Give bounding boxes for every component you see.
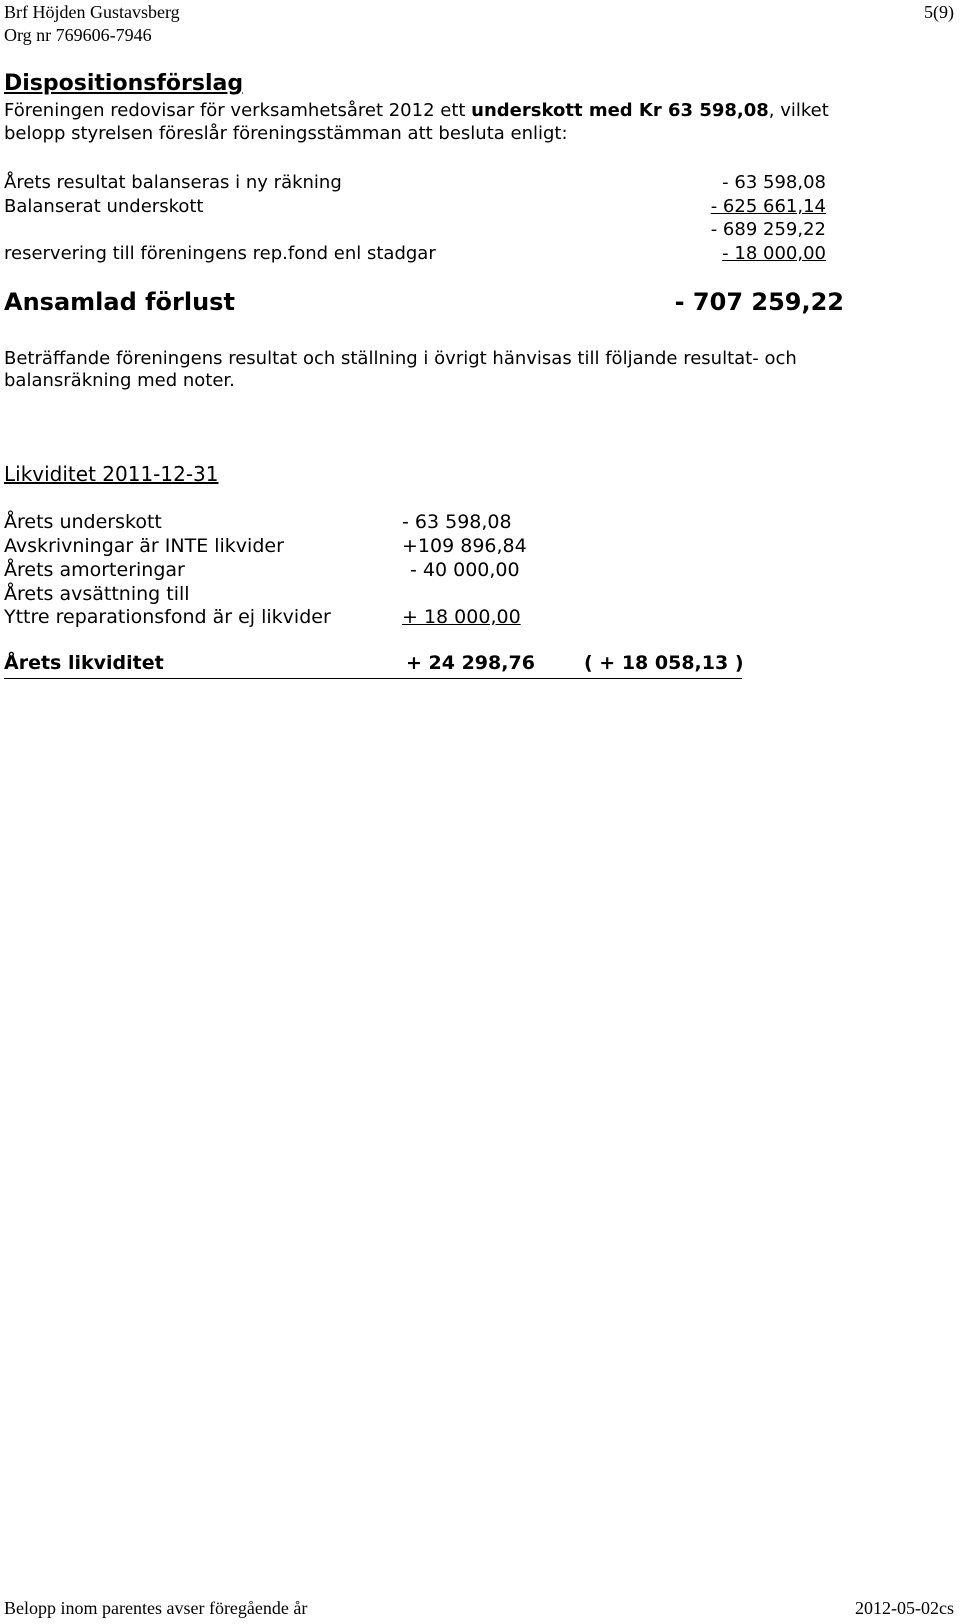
disposition-intro-line2: belopp styrelsen föreslår föreningsstämman att besluta enligt: bbox=[4, 123, 568, 144]
liquidity-total-value: + 24 298,76 bbox=[406, 652, 535, 674]
disposition-subtotal-value: - 689 259,22 bbox=[710, 219, 826, 240]
disposition-row-value: - 63 598,08 bbox=[722, 172, 826, 193]
disposition-row-value: - 625 661,14 bbox=[710, 196, 826, 217]
accumulated-loss-value: - 707 259,22 bbox=[674, 288, 844, 316]
liquidity-row-value: - 40 000,00 bbox=[410, 559, 520, 581]
liquidity-row-value: - 63 598,08 bbox=[402, 511, 512, 533]
org-name: Brf Höjden Gustavsberg bbox=[4, 2, 180, 22]
intro-text-2: , vilket bbox=[768, 100, 829, 121]
accumulated-loss-label: Ansamlad förlust bbox=[4, 288, 235, 316]
liquidity-row-label: Årets avsättning till bbox=[4, 583, 190, 605]
liquidity-title: Likviditet 2011-12-31 bbox=[4, 462, 219, 486]
footer-note: Belopp inom parentes avser föregående år bbox=[4, 1598, 308, 1618]
intro-text-1: Föreningen redovisar för verksamhetsåret 2012 ett bbox=[4, 100, 472, 121]
liquidity-row-label: Yttre reparationsfond är ej likvider bbox=[4, 606, 331, 628]
disposition-title: Dispositionsförslag bbox=[4, 71, 244, 96]
org-number: Org nr 769606-7946 bbox=[4, 25, 152, 45]
liquidity-row-value: + 18 000,00 bbox=[402, 606, 521, 628]
disposition-row-label: Balanserat underskott bbox=[4, 196, 204, 217]
disposition-row-value: - 18 000,00 bbox=[722, 243, 826, 264]
note-line-2: balansräkning med noter. bbox=[4, 370, 235, 391]
disposition-row-label: Årets resultat balanseras i ny räkning bbox=[4, 172, 342, 193]
footer-code: 2012-05-02cs bbox=[855, 1598, 954, 1618]
liquidity-row-label: Avskrivningar är INTE likvider bbox=[4, 535, 284, 557]
liquidity-previous-year-value: ( + 18 058,13 ) bbox=[584, 652, 744, 674]
liquidity-row-label: Årets underskott bbox=[4, 511, 162, 533]
disposition-intro bbox=[4, 99, 829, 122]
liquidity-total-label: Årets likviditet bbox=[4, 652, 164, 674]
disposition-row-label: reservering till föreningens rep.fond enl stadgar bbox=[4, 243, 436, 264]
page-number: 5(9) bbox=[924, 2, 954, 22]
note-line-1: Beträffande föreningens resultat och ställning i övrigt hänvisas till följande resultat- och bbox=[4, 348, 797, 369]
intro-deficit-amount: underskott med Kr 63 598,08 bbox=[471, 100, 769, 121]
liquidity-row-value: +109 896,84 bbox=[402, 535, 527, 557]
liquidity-row-label: Årets amorteringar bbox=[4, 559, 185, 581]
